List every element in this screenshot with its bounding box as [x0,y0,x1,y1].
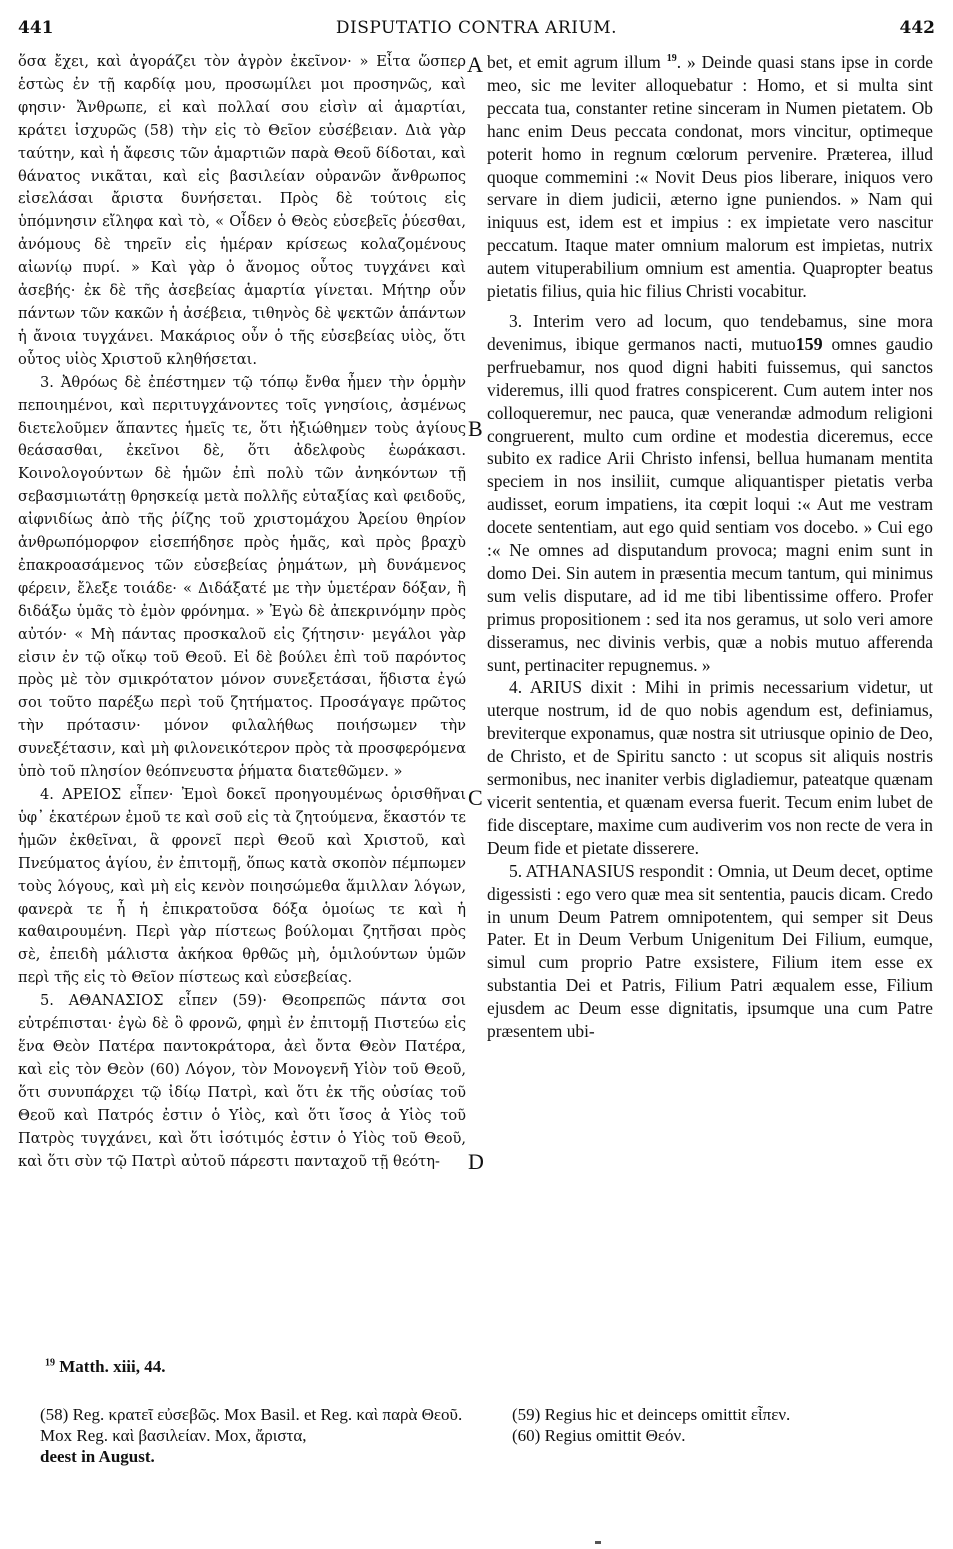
greek-paragraph-4: 4. ΑΡΕΙΟΣ εἶπεν· Ἐμοὶ δοκεῖ προηγουμένως ὁρισθῆναι ὑφ᾽ ἑκατέρων ἐμοῦ τε καὶ σοῦ εἰς τὰ ζητούμενα, ἕκαστόν τε ἡμῶν ἐκθεῖναι, ἃ φρονεῖ περὶ Θεοῦ καὶ Χριστοῦ, καὶ Πνεύματος ἁγίου, ἐν ἐπιτομῇ, ὅπως κατὰ σκοπὸν πέμπωμεν τοὺς λόγους, καὶ μὴ εἰς κενὸν ποιησώμεθα ἅμιλλαν λόγων, φανερὰ τε ἦ ἡ ἐπικρατοῦσα δόξα ὁμοίως τε καὶ ἡ καθαιρουμένη. Περὶ γὰρ πίστεως βούλομαι ζητῆσαι πρὸς σὲ, ἐπειδὴ μάλιστα ἀκήκοα θρθῶς μὴ, ὁμιλούντων ὑμῶν περὶ τῆς εἰς τὸ Θεῖον πίστεως καὶ εὐσεβείας. [18,786,466,987]
critical-note-59: (59) Regius hic et deinceps omittit εἶπεν. [512,1405,791,1424]
latin-paragraph-3 [487,310,933,677]
latin-p3-text-b: omnes gaudio perfruebamur, nos quod digni habiti fuissemus, qui sanctos videremus, illi quod fratres conspicerent. Cum autem inter nos colloqueremur, nec pauca, quæ venerandæ admodum religioni congruerent, multo cum ordine et modestia diceremus, ecce subito ex radice Arii Christo infensi, bellua humanam mentita speciem in nos insiliit, cumque aliquantisper pietatis verba audisset, eorum impatiens, ita cœpit loqui :« Aut me vestram docete sententiam, aut ego quid sentiam vos docebo. » Cui ego :« Ne omnes ad disputandum provoca; magni enim sunt in domo Dei. Sin autem in præsentia mecum tantum, qui minimus sum velis disputare, ad id me tibi libentissime offero. Profer primus propositionem : sed ita nos geramus, ut solo veri amore disseramus, nec divinis verbis, quæ a nobis mutuo afferenda sunt, pertinaciter repugnemus. » [487,333,934,675]
scripture-footnote-text: Matth. xiii, 44. [59,1357,166,1376]
greek-paragraph-1: ὅσα ἔχει, καὶ ἀγοράζει τὸν ἀγρὸν ἐκεῖνον· » Εἶτα ὥσπερ ἑστὼς ἐν τῇ καρδίᾳ μου, προσωμίλει μοι προσηνῶς, καὶ φησιν· Ἄνθρωπε, εἰ καὶ πολλαί σου εἰσὶν αἱ ἁμαρτίαι, κράτει ἰσχυρῶς (58) τὴν εἰς τὸ Θεῖον εὐσέβειαν. Διὰ γὰρ ταύτην, καὶ ἡ ἄφεσις τῶν ἁμαρτιῶν παρὰ Θεοῦ δίδοται, καὶ θάνατος νικᾶται, καὶ εἰς βασιλείαν οὐρανῶν ἄνθρωπος εἰσελάσαι ἄριστα δυνήσεται. Πρὸς δὲ τούτοις εἰς ὑπόμνησιν εἴληφα καὶ τὸ, « Οἶδεν ὁ Θεὸς εὐσεβεῖς ῥύεσθαι, ἀνόμους δὲ τηρεῖν εἰς ἡμέραν κρίσεως κολαζομένους αἰωνίῳ πυρί. » Καὶ γὰρ ὁ ἄνομος οὗτος τυγχάνει καὶ ἀσεβής· ἐκ δὲ τῆς ἀσεβείας ἁμαρτία γίνεται. Μήτηρ οὖν πάντων τῶν κακῶν ἡ ἀσέβεια, τιθηνὸς δὲ ψεκτῶν ἁπάντων ἡ ἄνοια τυγχάνει. Μακάριος οὖν ὁ τῆς εὐσεβείας υἱὸς, ὅτι οὗτος υἱὸς Χριστοῦ κληθήσεται. [18,53,466,368]
margin-letter-a: A [467,52,483,77]
latin-p1-text-b: . » Deinde quasi stans ipse in corde meo, sic me leviter alloquebatur : Homo, et si multa sint peccata tua, constanter retine sinceram in Numen pietatem. Ob hanc enim Deus peccata condonat, mors vincitur, optimeque poterit homo in regnum cœlorum pervenire. Præterea, illud quoque commemini :« Novit Deus pios liberare, iniquos vero servare in diem judicii, æterno igne puniendos. » Nam qui iniquus est, idem est et impius : ex impietate vero nascitur peccatum. Itaque mater omnium malorum est impietas, nutrix autem vituperabilium omnium est amentia. Quapropter beatus pietatis filius, quia hic filius Christi vocabitur. [487,52,933,302]
critical-note-58: (58) Reg. κρατεῖ εὐσεβῶς. Mox Basil. et Reg. καὶ παρὰ Θεοῦ. Mox Reg. καὶ βασιλείαν. Mox, ἄριστα, [40,1405,463,1445]
greek-paragraph-5: 5. ΑΘΑΝΑΣΙΟΣ εἶπεν (59)· Θεοπρεπῶς πάντα σοι εὐτρέπισται· ἐγὼ δὲ ὃ φρονῶ, φημὶ ἐν ἐπιτομῇ Πιστεύω εἰς ἕνα Θεὸν Πατέρα παντοκράτορα, ἀεὶ ὄντα Θεὸν Πατέρα, καὶ εἰς τὸν Θεὸν (60) Λόγον, τὸν Μονογενῆ Υἱὸν τοῦ Θεοῦ, ὅτι συνυπάρχει τῷ ἰδίῳ Πατρὶ, καὶ ὅτι ἐκ τῆς οὐσίας τοῦ Θεοῦ καὶ Πατρός ἐστιν ὁ Υἱὸς, καὶ ὅτι ἴσος ἀ Υἱὸς τοῦ Πατρὸς τυγχάνει, καὶ ὅτι ἰσότιμός ἐστιν ὁ Υἱὸς τοῦ Θεοῦ, καὶ ὅτι σὺν τῷ Πατρὶ αὐτοῦ πάρεστι πανταχοῦ τῇ θεότη- [18,992,466,1170]
latin-p1-text-a: bet, et emit agrum illum [487,52,661,72]
page-number-left: 441 [18,18,54,38]
ink-smudge [595,1541,601,1544]
critical-note-60: (60) Regius omittit Θεόν. [512,1426,686,1445]
latin-p3-text-a: 3. Interim vero ad locum, quo tendebamus, sine mora devenimus, ibique germanos nacti, mutuo [487,310,933,354]
margin-letter-b: B [468,416,483,441]
page-number-right: 442 [899,18,935,38]
critical-note-58-end: deest in August. [40,1447,155,1466]
margin-letter-d: D [468,1149,484,1174]
running-header [18,18,935,44]
footnote-reference: 19 [666,53,677,65]
latin-paragraph-5: 5. ATHANASIUS respondit : Omnia, ut Deum decet, optime digessisti : ego vero quæ mea sit sententia, paucis dicam. Credo in unum Deum Patrem omnipotentem, qui semper sit Deus Pater. Et in Deum Verbum Unigenitum Dei Filium, eumque, simul cum proprio Patre exsistere, Filium item esse ex substantia Dei et Patris, Filium Patri æqualem esse, Filium ejusdem ac Deum esse dignitatis, ipsumque una cum Patre præsentem ubi- [487,860,933,1042]
greek-column [18,51,466,1173]
scripture-footnote-number: 19 [45,1357,55,1369]
critical-notes-left [40,1404,470,1467]
greek-paragraph-3: 3. Ἀθρόως δὲ ἐπέστημεν τῷ τόπῳ ἔνθα ἦμεν τὴν ὁρμὴν πεποιημένοι, καὶ περιτυγχάνοντες τοῖς γνησίοις, ἀσμένως διετελοῦμεν ἅπαντες ἡμεῖς τε, ὅτι ἠξιώθημεν τοὺς ἁγίους θεάσασθαι, ἐκεῖνοι δὲ, ὅτι ἀδελφοὺς ἑωράκασι. Κοινολογούντων δὲ ἡμῶν ἐπὶ πολὺ τῶν ἀνηκόντων τῇ σεβασμιωτάτῃ θρησκείᾳ μετὰ πολλῆς εὐταξίας καὶ φειδοῦς, αἰφνιδίως ἀπὸ τῆς ῥίζης τοῦ χριστομάχου Ἀρείου θηρίον ἀνθρωπόμορφον εἰσεπήδησε πρὸς ἡμᾶς, καὶ πρὸς βραχὺ ἐπακροασάμενος τῶν εὐσεβείας ῥημάτων, μὴ δυνάμενος φέρειν, ἔλεξε τοιάδε· « Διδάξατέ με τὴν ὑμετέραν δόξαν, ἢ διδάξω ὑμᾶς τὸ ἐμὸν φρόνημα. » Ἐγὼ δὲ ἀπεκρινόμην πρὸς αὐτόν· « Μὴ πάντας προσκαλοῦ εἰς ζήτησιν· μεγάλοι γὰρ εἰσιν ἐν τῷ οἴκῳ τοῦ Θεοῦ. Εἰ δὲ βούλει ἐπὶ τοῦ παρόντος πρὸς μὲ τὸν σμικρότατον μόνον συνεξετάσαι, ἥδιστα ἐγώ σοι τοῦτο παρέξω περὶ τοῦ ζητήματος. Προσάγαγε πρῶτος τὴν πρότασιν· μόνον φιλαλήθως ποιήσωμεν τὴν συνεξέτασιν, καὶ μὴ φιλονεικότερον πρὸς τὰ προσφερόμενα ὑπὸ τοῦ πλησίον θεόπνευστα ῥήματα διατεθῶμεν. » [18,373,466,781]
margin-letter-c: C [468,785,483,810]
latin-paragraph-1 [487,51,933,303]
scripture-footnote [45,1356,166,1377]
critical-notes-right [512,1404,932,1446]
latin-paragraph-4: 4. ARIUS dixit : Mihi in primis necessarium videtur, ut uterque nostrum, id de quo nobis agendum est, definiamus, breviterque exponamus, quæ nostra sit utriusque opinio de Deo, de Christo, et de Spiritu sancto : ut scopus sit aliquis nostris sermonibus, nec inaniter verbis digladiemur, pateatque quænam vicerit sententia, et quænam eversa fuerit. Tecum enim lubet de fide disceptare, maxime cum audiverim vos non recte de vera in Deum fide et pietate disserere. [487,677,933,858]
latin-column [487,51,933,1043]
running-title: DISPUTATIO CONTRA ARIUM. [335,18,618,38]
column-number: 159 [795,333,823,354]
